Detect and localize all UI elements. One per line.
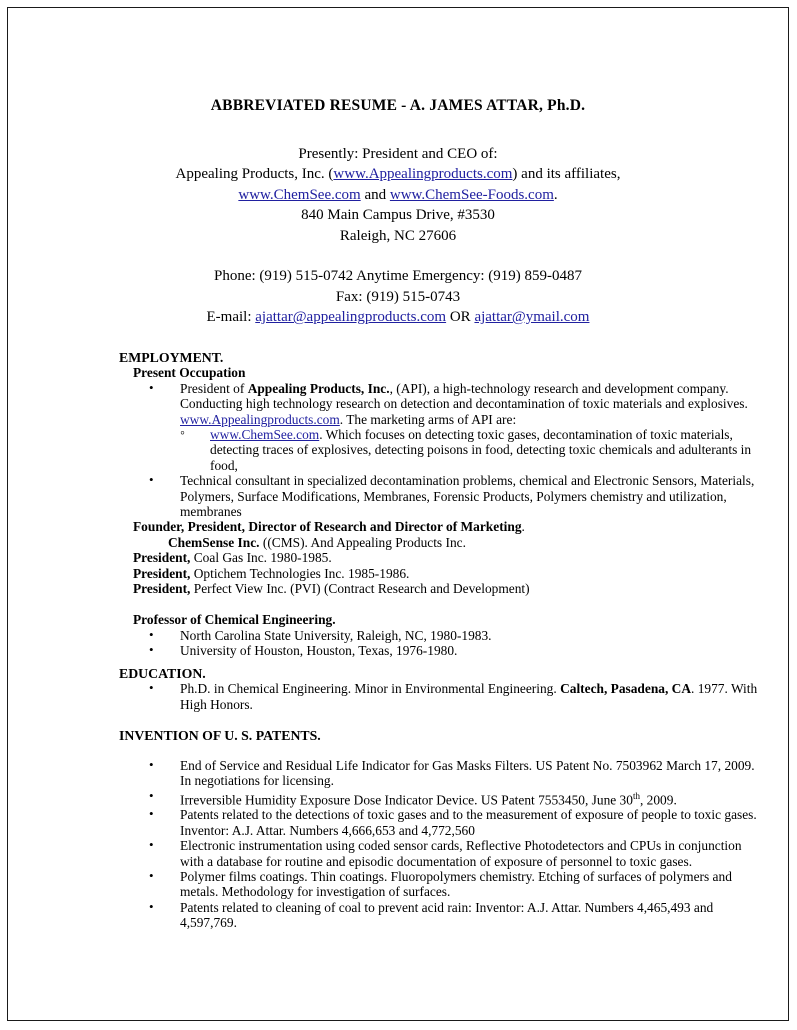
bullet1-company-bold: Appealing Products, Inc. xyxy=(247,380,390,396)
education-post-text: . 1977. With High Honors. xyxy=(180,681,758,712)
list-item xyxy=(180,789,764,808)
address-line-2: Raleigh, NC 27606 xyxy=(339,227,457,244)
role-title-bold: President, xyxy=(133,581,191,597)
affiliate-links-line xyxy=(8,185,788,206)
patents-section xyxy=(8,728,788,931)
presently-line: Presently: President and CEO of: xyxy=(298,145,498,162)
patents-heading: INVENTION OF U. S. PATENTS. xyxy=(119,728,321,744)
employment-heading: EMPLOYMENT. xyxy=(119,349,224,365)
present-occupation-list xyxy=(8,381,788,427)
fax-line: Fax: (919) 515-0743 xyxy=(335,288,461,305)
role-title-bold: President, xyxy=(133,550,191,566)
present-occupation-heading: Present Occupation xyxy=(133,365,246,381)
list-item: • Electronic instrumentation using coded sensor cards, Reflective Photodetectors and CPUs in conjunction with a database for routine and episodic documentation of exposure of personnel to toxic gases. xyxy=(180,838,764,869)
employment-section xyxy=(8,350,788,659)
list-item: • Polymer films coatings. Thin coatings. Fluoropolymers chemistry. Etching of surfaces of polymers and metals. Methodology for investigation of surfaces. xyxy=(180,869,764,900)
role-detail-text: Perfect View Inc. (PVI) (Contract Research and Development) xyxy=(190,581,530,597)
role-detail-text: Coal Gas Inc. 1980-1985. xyxy=(190,550,332,566)
company-suffix-text: ) and its affiliates, xyxy=(512,166,621,183)
role-line-coalgas xyxy=(133,550,788,565)
page-content xyxy=(8,8,788,1020)
period-text: . xyxy=(553,186,558,203)
link-appealingproducts-body[interactable]: www.Appealingproducts.com xyxy=(180,411,340,427)
list-item xyxy=(210,427,766,473)
patent-post-text: , 2009. xyxy=(639,791,677,807)
list-item: • Patents related to the detections of toxic gases and to the measurement of exposure of people to toxic gases. Inventor: A.J. Attar. Numbers 4,666,653 and 4,772,560 xyxy=(180,807,764,838)
phone-line: Phone: (919) 515-0742 Anytime Emergency: (919) 859-0487 xyxy=(214,268,582,285)
founder-role-bold: Founder, President, Director of Research and Director of Marketing xyxy=(133,519,522,535)
chemsense-bold: ChemSense Inc. xyxy=(168,534,260,550)
patent-pre-text: Irreversible Humidity Exposure Dose Indicator Device. US Patent 7553450, June 30 xyxy=(180,791,633,807)
list-item xyxy=(180,381,766,427)
address-line-1: 840 Main Campus Drive, #3530 xyxy=(301,207,495,224)
link-appealingproducts[interactable]: www.Appealingproducts.com xyxy=(333,166,513,183)
consultant-list xyxy=(8,473,788,519)
link-email-secondary[interactable]: ajattar@ymail.com xyxy=(474,309,590,326)
company-prefix-text: Appealing Products, Inc. ( xyxy=(175,166,334,183)
contact-block xyxy=(8,266,788,328)
and-conjunction: and xyxy=(360,186,390,203)
list-item: • Patents related to cleaning of coal to prevent acid rain: Inventor: A.J. Attar. Numbers 4,465,493 and 4,597,769. xyxy=(180,900,764,931)
list-item: • Technical consultant in specialized decontamination problems, chemical and Electronic Sensors, Materials, Polymers, Surface Modifications, Membranes, Forensic Products, Polymers chemistry and utilization, membranes xyxy=(180,473,766,519)
role-detail-text: Optichem Technologies Inc. 1985-1986. xyxy=(190,565,410,581)
list-item: • End of Service and Residual Life Indicator for Gas Masks Filters. US Patent No. 7503962 March 17, 2009. In negotiations for licensing. xyxy=(180,758,764,789)
patents-list xyxy=(8,758,788,931)
education-heading: EDUCATION. xyxy=(119,665,206,681)
header-contact-block xyxy=(8,144,788,247)
bullet1-pre-text: President of xyxy=(180,380,248,396)
role-title-bold: President, xyxy=(133,565,191,581)
professor-heading xyxy=(133,612,788,627)
founder-role-tail: . xyxy=(521,519,525,535)
role-line-optichem xyxy=(133,566,788,581)
founder-role-line xyxy=(133,519,788,534)
role-line-perfectview xyxy=(133,581,788,596)
email-label: E-mail: xyxy=(206,309,256,326)
subbullet-text: . Which focuses on detecting toxic gases, decontamination of toxic materials, detecting traces of explosives, detecting poisons in food, detecting toxic chemicals and adulterants in food, xyxy=(210,427,752,473)
page-title: ABBREVIATED RESUME - A. JAMES ATTAR, Ph.D. xyxy=(210,97,586,114)
link-chemsee-foods[interactable]: www.ChemSee-Foods.com xyxy=(389,186,554,203)
marketing-arms-list xyxy=(8,427,788,473)
education-list xyxy=(8,681,788,712)
education-section xyxy=(8,666,788,712)
education-pre-text: Ph.D. in Chemical Engineering. Minor in Environmental Engineering. xyxy=(180,681,561,697)
email-line xyxy=(8,307,788,328)
link-chemsee-body[interactable]: www.ChemSee.com xyxy=(210,427,320,442)
ordinal-suffix: th xyxy=(632,790,640,801)
bullet1-post-text: . The marketing arms of API are: xyxy=(339,411,517,427)
professor-heading-bold: Professor of Chemical Engineering. xyxy=(133,612,336,628)
list-item: • University of Houston, Houston, Texas, 1976-1980. xyxy=(180,643,766,658)
company-affiliates-line xyxy=(8,164,788,185)
list-item xyxy=(180,681,766,712)
email-or-text: OR xyxy=(446,309,475,326)
chemsense-line xyxy=(168,535,788,550)
chemsense-tail: ((CMS). And Appealing Products Inc. xyxy=(259,534,466,550)
bullet1-mid-text: , (API), a high-technology research and development company. Conducting high technology research on detection and decontamination of toxic materials and explosives. xyxy=(180,380,748,412)
professor-list xyxy=(8,628,788,659)
list-item: • North Carolina State University, Raleigh, NC, 1980-1983. xyxy=(180,628,766,643)
education-school-bold: Caltech, Pasadena, CA xyxy=(560,681,692,697)
link-email-primary[interactable]: ajattar@appealingproducts.com xyxy=(255,309,447,326)
resume-page xyxy=(7,7,789,1021)
link-chemsee[interactable]: www.ChemSee.com xyxy=(238,186,361,203)
